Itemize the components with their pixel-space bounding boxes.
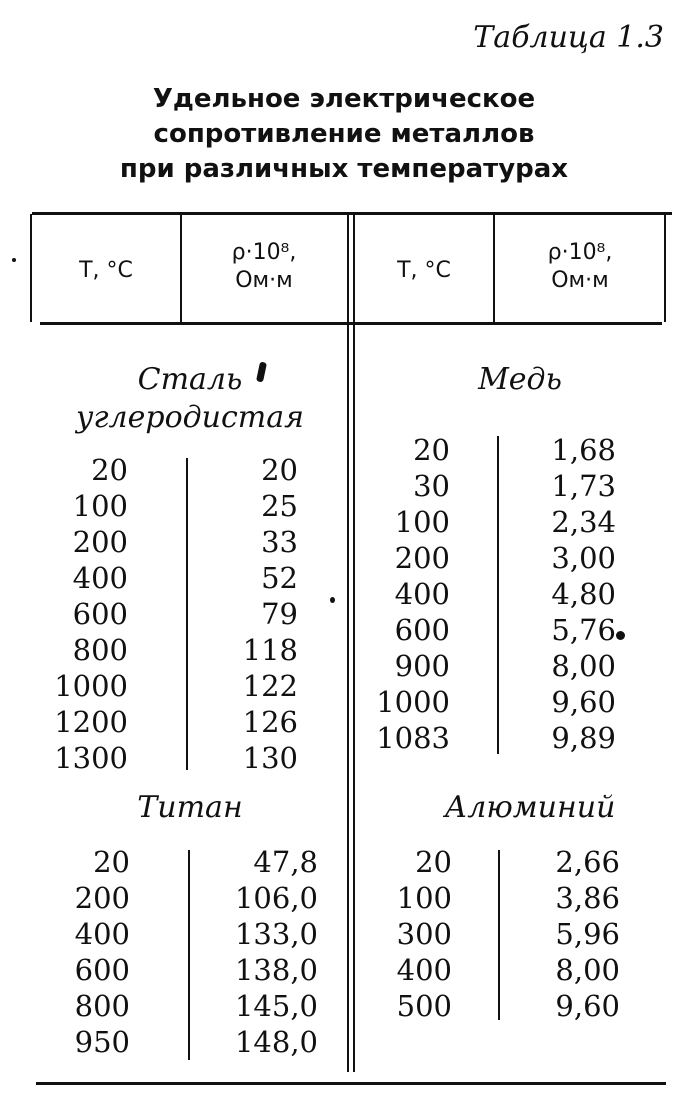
copper-resistivity-cell: 9,60 (551, 685, 616, 719)
copper-temperature-cell: 200 (394, 541, 450, 575)
titanium-resistivity-cell: 106,0 (234, 881, 318, 915)
steel-temperature-cell: 20 (91, 453, 128, 487)
titanium-temperature-cell: 400 (74, 917, 130, 951)
aluminium-temperature-cell: 300 (396, 917, 452, 951)
titanium-resistivity-cell: 133,0 (234, 917, 318, 951)
copper-temperature-cell: 400 (394, 577, 450, 611)
copper-resistivity-cell: 3,00 (551, 541, 616, 575)
copper-temperature-cell: 100 (394, 505, 450, 539)
steel-temperature-cell: 600 (72, 597, 128, 631)
section-title-copper: Медь (478, 362, 562, 397)
section-subtitle-steel: углеродистая (75, 400, 305, 435)
copper-temperature-cell: 20 (413, 433, 450, 467)
titanium-resistivity-cell: 138,0 (234, 953, 318, 987)
titanium-temperature-cell: 200 (74, 881, 130, 915)
print-speck (616, 631, 625, 640)
copper-temperature-cell: 600 (394, 613, 450, 647)
header-resistivity-right-unit2: Ом·м (551, 268, 609, 293)
section-title-titanium: Титан (137, 790, 243, 825)
steel-resistivity-cell: 20 (261, 453, 298, 487)
steel-resistivity-cell: 25 (261, 489, 298, 523)
titanium-temperature-cell: 950 (74, 1025, 130, 1059)
header-temperature-right: T, °C (397, 258, 451, 283)
titanium-temperature-cell: 600 (74, 953, 130, 987)
copper-resistivity-cell: 1,73 (551, 469, 616, 503)
table-title-line-2: сопротивление металлов (153, 119, 535, 149)
steel-temperature-cell: 100 (72, 489, 128, 523)
table-title-line-1: Удельное электрическое (152, 84, 536, 114)
steel-temperature-cell: 1200 (54, 705, 128, 739)
copper-resistivity-cell: 5,76 (551, 613, 616, 647)
header-temperature-left: T, °C (79, 258, 133, 283)
titanium-temperature-cell: 800 (74, 989, 130, 1023)
copper-temperature-cell: 1000 (376, 685, 450, 719)
header-bottom-rule (40, 322, 662, 325)
aluminium-resistivity-cell: 3,86 (555, 881, 620, 915)
aluminium-resistivity-cell: 8,00 (555, 953, 620, 987)
aluminium-temperature-cell: 20 (415, 845, 452, 879)
copper-temperature-cell: 900 (394, 649, 450, 683)
aluminium-resistivity-cell: 2,66 (555, 845, 620, 879)
steel-temperature-cell: 1000 (54, 669, 128, 703)
aluminium-resistivity-cell: 5,96 (555, 917, 620, 951)
header-divider-right (493, 214, 495, 322)
steel-resistivity-cell: 118 (242, 633, 298, 667)
titanium-resistivity-cell: 145,0 (234, 989, 318, 1023)
section-title-aluminium: Алюминий (444, 790, 616, 825)
steel-temperature-cell: 400 (72, 561, 128, 595)
steel-resistivity-cell: 130 (242, 741, 298, 775)
titanium-resistivity-cell: 47,8 (253, 845, 318, 879)
steel-resistivity-cell: 79 (261, 597, 298, 631)
copper-temperature-cell: 1083 (376, 721, 450, 755)
steel-resistivity-cell: 122 (242, 669, 298, 703)
table-bottom-rule (36, 1082, 666, 1085)
steel-resistivity-cell: 126 (242, 705, 298, 739)
titanium-resistivity-cell: 148,0 (234, 1025, 318, 1059)
copper-resistivity-cell: 1,68 (551, 433, 616, 467)
header-divider-left (180, 214, 182, 322)
header-resistivity-left-unit: ρ·10⁸, (231, 240, 297, 265)
titanium-column-divider (188, 850, 190, 1060)
header-resistivity-left-unit2: Ом·м (235, 268, 293, 293)
steel-temperature-cell: 1300 (54, 741, 128, 775)
header-resistivity-right-unit: ρ·10⁸, (547, 240, 613, 265)
table-caption: Таблица 1.3 (473, 20, 664, 55)
aluminium-temperature-cell: 100 (396, 881, 452, 915)
steel-resistivity-cell: 52 (261, 561, 298, 595)
table-top-rule (32, 212, 672, 215)
steel-resistivity-cell: 33 (261, 525, 298, 559)
print-speck (330, 597, 335, 603)
steel-temperature-cell: 800 (72, 633, 128, 667)
titanium-temperature-cell: 20 (93, 845, 130, 879)
copper-resistivity-cell: 2,34 (551, 505, 616, 539)
table-right-border (664, 214, 666, 322)
aluminium-temperature-cell: 400 (396, 953, 452, 987)
print-speck (12, 258, 16, 262)
section-title-steel: Сталь (137, 362, 243, 397)
table-title-line-3: при различных температурах (119, 154, 569, 184)
copper-temperature-cell: 30 (413, 469, 450, 503)
steel-temperature-cell: 200 (72, 525, 128, 559)
copper-resistivity-cell: 8,00 (551, 649, 616, 683)
aluminium-resistivity-cell: 9,60 (555, 989, 620, 1023)
copper-resistivity-cell: 4,80 (551, 577, 616, 611)
aluminium-temperature-cell: 500 (396, 989, 452, 1023)
copper-resistivity-cell: 9,89 (551, 721, 616, 755)
